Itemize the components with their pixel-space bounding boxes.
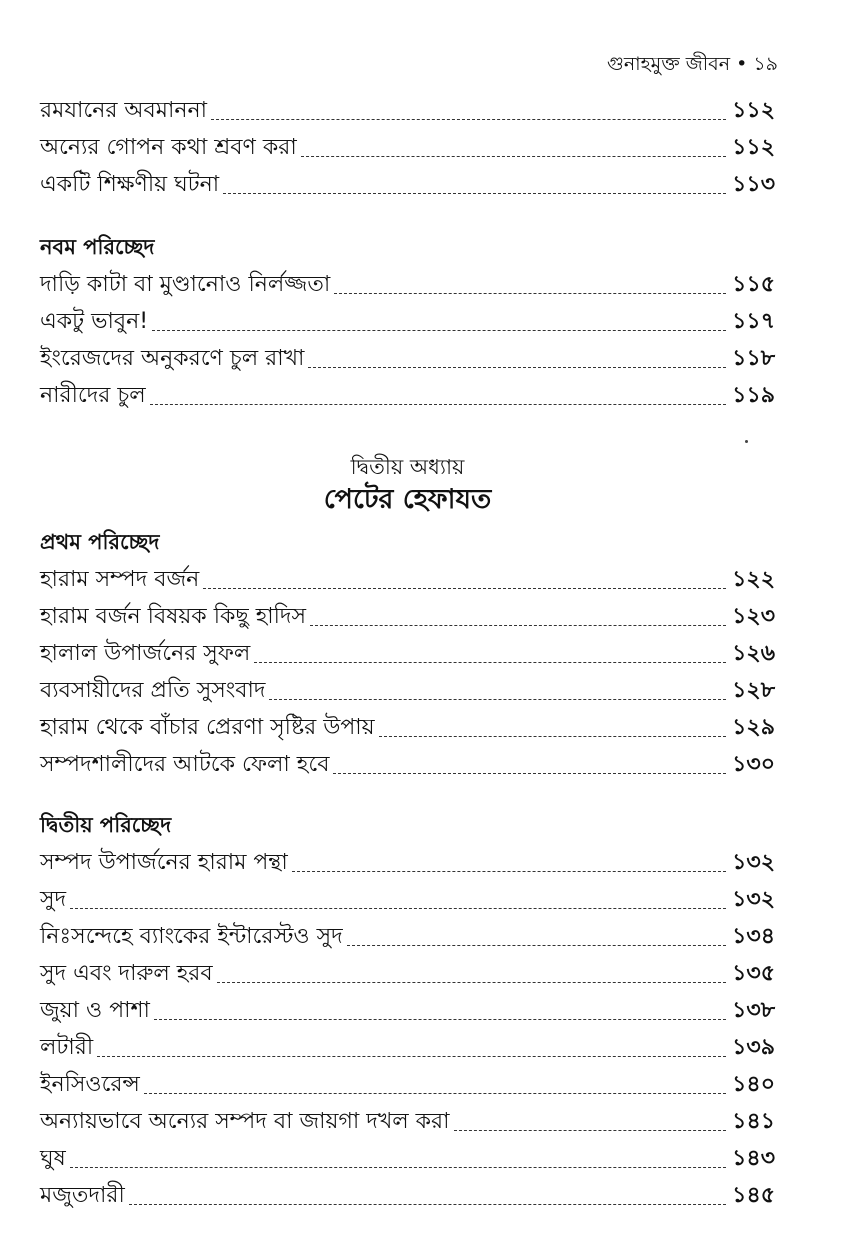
entry-page: ১৩০ <box>732 752 775 777</box>
entry-page: ১১৮ <box>732 346 775 371</box>
toc-entry[interactable] <box>40 742 775 779</box>
dot-leader <box>334 293 726 294</box>
entry-title: হারাম সম্পদ বর্জন <box>40 567 200 592</box>
running-head: গুনাহমুক্ত জীবন • ১৯ <box>606 53 778 75</box>
dot-leader <box>333 773 726 774</box>
entry-title: হারাম বর্জন বিষয়ক কিছু হাদিস <box>40 604 307 629</box>
entry-page: ১১৭ <box>732 309 775 334</box>
dot-leader <box>379 736 727 737</box>
section-title: দ্বিতীয় পরিচ্ছেদ <box>40 813 172 837</box>
entry-title: সম্পদশালীদের আটকে ফেলা হবে <box>40 752 330 777</box>
entry-title: অন্যের গোপন কথা শ্রবণ করা <box>40 135 297 160</box>
toc-section-second <box>40 810 775 1210</box>
entry-page: ১২৯ <box>732 715 775 740</box>
toc-entry[interactable] <box>40 262 775 299</box>
toc-entry[interactable] <box>40 1025 775 1062</box>
dot-leader <box>70 1167 726 1168</box>
entry-title: নারীদের চুল <box>40 383 146 408</box>
entry-title: ব্যবসায়ীদের প্রতি সুসংবাদ <box>40 678 266 703</box>
entry-page: ১৩৮ <box>732 998 775 1023</box>
entry-page: ১২৬ <box>732 641 775 666</box>
toc-entry[interactable] <box>40 1062 775 1099</box>
dot-leader <box>301 156 726 157</box>
entry-page: ১১২ <box>732 135 775 160</box>
entry-page: ১৪৩ <box>732 1146 775 1171</box>
toc-entry[interactable] <box>40 840 775 877</box>
toc-entry[interactable] <box>40 373 775 410</box>
entry-title: ইংরেজদের অনুকরণে চুল রাখা <box>40 346 305 371</box>
chapter-title: পেটের হেফাযত <box>323 484 492 515</box>
toc-entry[interactable] <box>40 877 775 914</box>
section-title: প্রথম পরিচ্ছেদ <box>40 530 160 554</box>
toc-entry[interactable] <box>40 668 775 705</box>
dot-leader <box>223 193 726 194</box>
toc-entry[interactable] <box>40 557 775 594</box>
entry-title: একটু ভাবুন! <box>40 309 149 334</box>
toc-section-first <box>40 527 775 779</box>
entry-title: অন্যায়ভাবে অন্যের সম্পদ বা জায়গা দখল করা <box>40 1109 450 1134</box>
dot-leader <box>347 945 726 946</box>
dot-leader <box>144 1093 726 1094</box>
toc-entry[interactable] <box>40 1136 775 1173</box>
toc-section-ninth <box>40 232 775 410</box>
print-speck <box>745 440 748 443</box>
toc-entry[interactable] <box>40 336 775 373</box>
dot-leader <box>292 871 726 872</box>
entry-title: সুদ <box>40 887 67 912</box>
entry-title: একটি শিক্ষণীয় ঘটনা <box>40 172 220 197</box>
toc-entry[interactable] <box>40 1173 775 1210</box>
entry-page: ১৪১ <box>732 1109 775 1134</box>
entry-page: ১৪০ <box>732 1072 775 1097</box>
entry-page: ১৩২ <box>732 850 775 875</box>
entry-title: নিঃসন্দেহে ব্যাংকের ইন্টারেস্টও সুদ <box>40 924 343 949</box>
dot-leader <box>129 1204 726 1205</box>
dot-leader <box>97 1056 726 1057</box>
entry-page: ১২২ <box>732 567 775 592</box>
section-title: নবম পরিচ্ছেদ <box>40 235 155 259</box>
chapter-label: দ্বিতীয় অধ্যায় <box>350 455 465 479</box>
entry-page: ১১৯ <box>732 383 775 408</box>
entry-title: রমযানের অবমাননা <box>40 98 207 123</box>
entry-title: সুদ এবং দারুল হরব <box>40 961 213 986</box>
entry-title: লটারী <box>40 1035 94 1060</box>
entry-title: ঘুষ <box>40 1146 66 1171</box>
entry-page: ১২৩ <box>732 604 775 629</box>
toc-group-top <box>40 88 775 199</box>
toc-entry[interactable] <box>40 1099 775 1136</box>
toc-entry[interactable] <box>40 631 775 668</box>
entry-page: ১২৮ <box>732 678 775 703</box>
entry-title: ইনসিওরেন্স <box>40 1072 140 1097</box>
entry-title: মজুতদারী <box>40 1183 125 1208</box>
entry-page: ১১৩ <box>732 172 775 197</box>
toc-entry[interactable] <box>40 594 775 631</box>
chapter-heading <box>40 452 775 518</box>
toc-entry[interactable] <box>40 951 775 988</box>
dot-leader <box>203 588 726 589</box>
toc-entry[interactable] <box>40 162 775 199</box>
dot-leader <box>254 662 726 663</box>
toc-entry[interactable] <box>40 988 775 1025</box>
dot-leader <box>152 330 726 331</box>
dot-leader <box>310 625 726 626</box>
toc-entry[interactable] <box>40 125 775 162</box>
toc-entry[interactable] <box>40 88 775 125</box>
toc-entry[interactable] <box>40 299 775 336</box>
toc-entry[interactable] <box>40 705 775 742</box>
entry-page: ১৪৫ <box>732 1183 775 1208</box>
entry-page: ১৩৫ <box>732 961 775 986</box>
dot-leader <box>150 404 727 405</box>
dot-leader <box>154 1019 726 1020</box>
dot-leader <box>454 1130 727 1131</box>
entry-page: ১১২ <box>732 98 775 123</box>
entry-title: হালাল উপার্জনের সুফল <box>40 641 251 666</box>
entry-page: ১১৫ <box>732 272 775 297</box>
toc-entry[interactable] <box>40 914 775 951</box>
dot-leader <box>211 119 726 120</box>
entry-page: ১৩৪ <box>732 924 775 949</box>
dot-leader <box>70 908 726 909</box>
entry-page: ১৩৯ <box>732 1035 775 1060</box>
dot-leader <box>269 699 726 700</box>
entry-title: হারাম থেকে বাঁচার প্রেরণা সৃষ্টির উপায় <box>40 715 375 740</box>
dot-leader <box>217 982 727 983</box>
entry-title: সম্পদ উপার্জনের হারাম পন্থা <box>40 850 288 875</box>
dot-leader <box>308 367 726 368</box>
entry-title: দাড়ি কাটা বা মুণ্ডানোও নির্লজ্জতা <box>40 272 331 297</box>
entry-title: জুয়া ও পাশা <box>40 998 150 1023</box>
entry-page: ১৩২ <box>732 887 775 912</box>
